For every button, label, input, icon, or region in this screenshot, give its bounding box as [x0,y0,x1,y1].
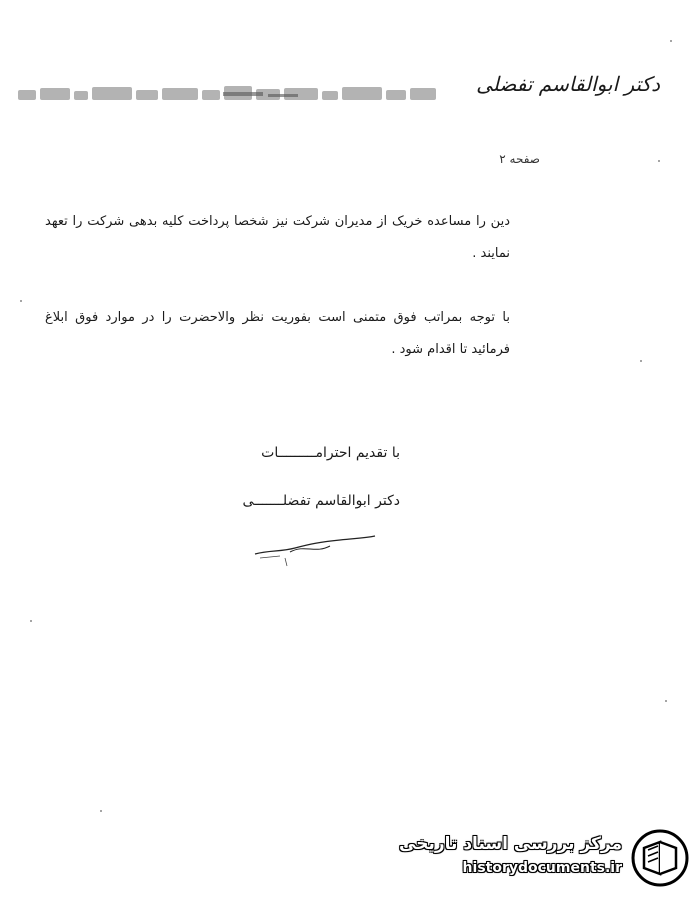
scan-speck [100,810,102,812]
letterhead-faded-stamp [18,82,438,108]
scan-speck [670,40,672,42]
scan-speck [30,620,32,622]
paragraph-1-text: دین را مساعده خریک از مدیران شرکت نیز شخصا پرداخت کلیه بدهی شرکت را تعهد نمایند . [45,214,510,261]
paragraph-2 [45,302,510,366]
watermark [400,826,690,896]
archive-logo-icon [630,828,690,888]
watermark-url: historydocuments.ir [462,860,622,876]
watermark-title: مرکز بررسی اسناد تاریخی [399,834,622,854]
scan-speck [640,360,642,362]
scan-speck [665,700,667,702]
page-number: صفحه ۲ [499,152,540,166]
closing-line: با تقدیم احترامـــــــــات [261,445,400,461]
paragraph-1 [45,206,510,270]
paragraph-2-text: با توجه بمراتب فوق متمنی است بفوریت نظر والاحضرت را در موارد فوق ابلاغ فرمائید تا اقدام شود . [45,310,510,357]
scan-speck [20,300,22,302]
scan-speck [658,160,660,162]
handwritten-signature [250,528,380,568]
signer-name: دکتر ابوالقاسم تفضلـــــــی [242,493,400,509]
letterhead-name: دکتر ابوالقاسم تفضلی [476,72,660,96]
